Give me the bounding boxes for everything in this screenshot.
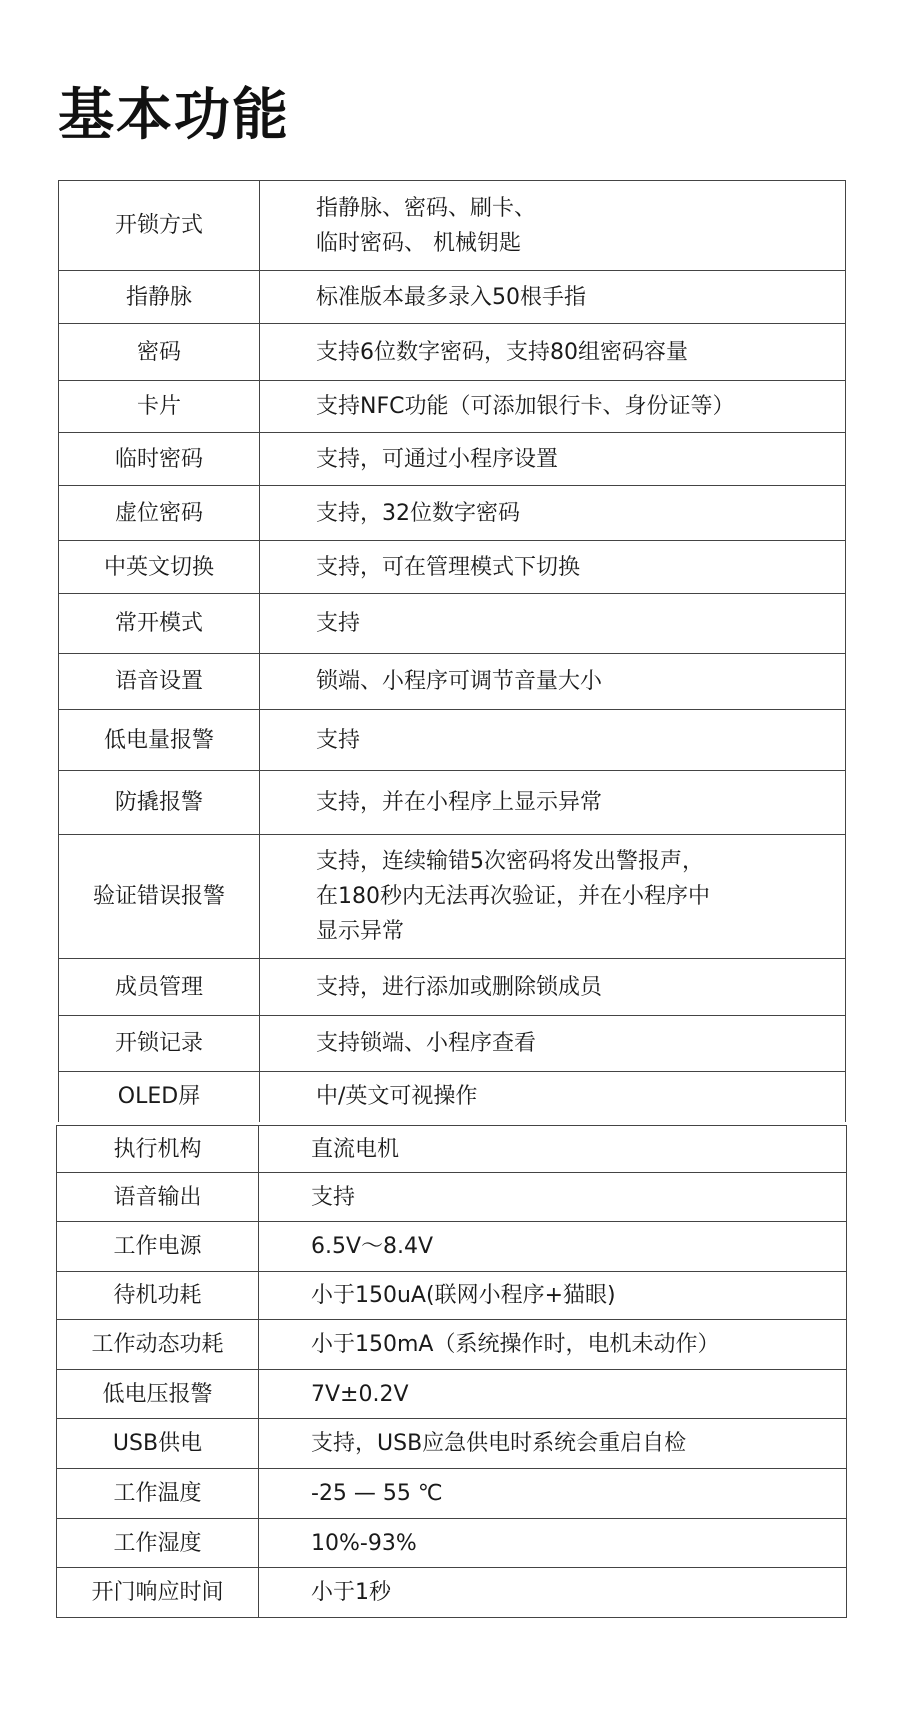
row-value: 支持，并在小程序上显示异常 [260,771,846,835]
row-value [260,181,846,271]
table-row [57,1320,847,1370]
table-row [57,1173,847,1222]
table-row [59,381,846,433]
row-label: 验证错误报警 [59,835,260,959]
table-row [57,1370,847,1419]
row-value: 7V±0.2V [259,1370,847,1419]
table-row [59,654,846,710]
row-label: 虚位密码 [59,486,260,541]
row-label: 工作温度 [57,1469,259,1519]
row-label: USB供电 [57,1419,259,1469]
row-value: 支持，进行添加或删除锁成员 [260,959,846,1016]
row-label: 待机功耗 [57,1272,259,1320]
row-label: 临时密码 [59,433,260,486]
table-row [57,1419,847,1469]
table-row [59,710,846,771]
row-value: 标准版本最多录入50根手指 [260,271,846,324]
table-row [59,594,846,654]
row-label: 开锁记录 [59,1016,260,1072]
value-line: 指静脉、密码、刷卡、 [316,195,537,221]
table-row [57,1222,847,1272]
row-label: 防撬报警 [59,771,260,835]
table-row [57,1126,847,1173]
row-value: 支持，USB应急供电时系统会重启自检 [259,1419,847,1469]
row-label: 语音设置 [59,654,260,710]
row-label: 工作电源 [57,1222,259,1272]
row-value: 6.5V～8.4V [259,1222,847,1272]
basic-function-table [58,180,846,1122]
value-line: 支持，连续输错5次密码将发出警报声， [316,849,704,874]
row-value: 10%-93% [259,1519,847,1568]
table-row [59,835,846,959]
table-row [59,271,846,324]
row-value: 中/英文可视操作 [260,1072,846,1122]
row-value: 支持 [259,1173,847,1222]
row-label: 语音输出 [57,1173,259,1222]
specification-table [56,1125,847,1618]
row-label: 工作动态功耗 [57,1320,259,1370]
row-label: 低电压报警 [57,1370,259,1419]
table-row [59,959,846,1016]
row-label: OLED屏 [59,1072,260,1122]
table-row [59,324,846,381]
row-value: -25 — 55 ℃ [259,1469,847,1519]
row-value: 支持6位数字密码，支持80组密码容量 [260,324,846,381]
row-value: 支持NFC功能（可添加银行卡、身份证等） [260,381,846,433]
row-value: 小于1秒 [259,1568,847,1618]
table-row [57,1469,847,1519]
table-row [59,486,846,541]
row-value: 支持 [260,710,846,771]
row-value: 支持，32位数字密码 [260,486,846,541]
row-label: 低电量报警 [59,710,260,771]
row-value: 小于150uA(联网小程序+猫眼) [259,1272,847,1320]
value-line: 在180秒内无法再次验证，并在小程序中 [316,884,710,909]
row-value: 支持 [260,594,846,654]
row-value: 支持锁端、小程序查看 [260,1016,846,1072]
table-row [59,1072,846,1122]
row-value: 直流电机 [259,1126,847,1173]
row-label: 工作湿度 [57,1519,259,1568]
row-label: 开门响应时间 [57,1568,259,1618]
row-label: 常开模式 [59,594,260,654]
table-row [57,1568,847,1618]
row-value: 支持，可在管理模式下切换 [260,541,846,594]
value-line: 临时密码、 机械钥匙 [316,230,521,256]
row-label: 成员管理 [59,959,260,1016]
page-title: 基本功能 [58,83,290,148]
table-row [59,771,846,835]
row-value: 支持，可通过小程序设置 [260,433,846,486]
row-label: 密码 [59,324,260,381]
table-row [59,541,846,594]
table-row [59,433,846,486]
table-row [57,1519,847,1568]
row-value: 小于150mA（系统操作时，电机未动作） [259,1320,847,1370]
table-row [59,1016,846,1072]
value-line: 显示异常 [316,919,405,944]
table-row [59,181,846,271]
row-label: 开锁方式 [59,181,260,271]
row-label: 卡片 [59,381,260,433]
row-label: 中英文切换 [59,541,260,594]
row-value: 锁端、小程序可调节音量大小 [260,654,846,710]
row-label: 执行机构 [57,1126,259,1173]
row-value [260,835,846,959]
row-label: 指静脉 [59,271,260,324]
table-row [57,1272,847,1320]
